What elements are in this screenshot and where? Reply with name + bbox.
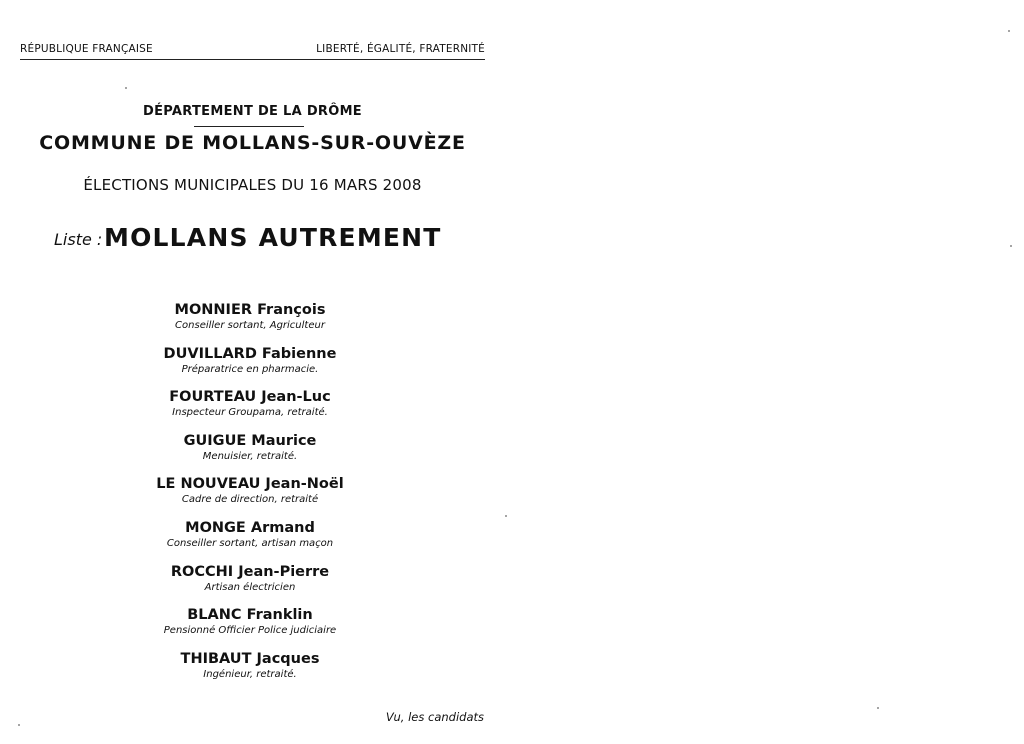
candidate-name: ROCCHI Jean-Pierre	[170, 563, 330, 580]
candidate-name: LE NOUVEAU Jean-Noël	[156, 476, 344, 493]
candidate-entry	[150, 519, 350, 563]
header-rule	[20, 59, 485, 60]
candidate-entry	[150, 345, 350, 389]
candidate-name: THIBAUT Jacques	[180, 650, 320, 667]
commune-title: COMMUNE DE MOLLANS-SUR-OUVÈZE	[39, 132, 466, 154]
candidate-description: Menuisier, retraité.	[202, 450, 298, 462]
republic-label: RÉPUBLIQUE FRANÇAISE	[20, 43, 153, 55]
signature-note: Vu, les candidats	[385, 710, 484, 724]
scan-speck	[18, 724, 20, 726]
ballot-sheet	[20, 38, 485, 728]
department-underline	[194, 126, 304, 127]
motto-label: LIBERTÉ, ÉGALITÉ, FRATERNITÉ	[316, 43, 485, 55]
candidate-description: Artisan électricien	[204, 581, 296, 593]
list-label: Liste :	[54, 230, 103, 249]
candidate-name: MONGE Armand	[185, 519, 315, 536]
header-line	[20, 43, 485, 59]
candidate-entry	[150, 475, 350, 519]
scan-speck	[505, 515, 507, 517]
scan-speck	[125, 87, 127, 89]
scan-speck	[1010, 245, 1012, 247]
candidate-entry	[150, 301, 350, 345]
candidate-description: Inspecteur Groupama, retraité.	[172, 407, 328, 419]
department-title: DÉPARTEMENT DE LA DRÔME	[143, 104, 362, 119]
candidate-name: BLANC Franklin	[187, 607, 313, 624]
candidate-name: MONNIER François	[174, 302, 326, 318]
candidate-description: Ingénieur, retraité.	[203, 668, 297, 680]
candidate-entry	[150, 650, 350, 694]
candidate-description: Conseiller sortant, artisan maçon	[166, 537, 334, 549]
candidate-name: DUVILLARD Fabienne	[163, 345, 337, 362]
candidate-entry	[150, 606, 350, 650]
candidate-name: GUIGUE Maurice	[183, 432, 317, 449]
list-heading	[54, 223, 484, 255]
candidate-list	[150, 301, 350, 693]
candidate-entry	[150, 432, 350, 476]
candidate-name: FOURTEAU Jean-Luc	[169, 389, 331, 406]
candidate-entry	[150, 388, 350, 432]
candidate-entry	[150, 563, 350, 607]
candidate-description: Conseiller sortant, Agriculteur	[175, 320, 325, 331]
scan-speck	[1008, 30, 1010, 32]
scan-speck	[877, 707, 879, 709]
list-name: MOLLANS AUTREMENT	[104, 223, 442, 252]
candidate-description: Cadre de direction, retraité	[181, 494, 319, 506]
candidate-description: Pensionné Officier Police judiciaire	[163, 625, 337, 637]
election-title: ÉLECTIONS MUNICIPALES DU 16 MARS 2008	[83, 176, 422, 194]
candidate-description: Préparatrice en pharmacie.	[181, 363, 319, 375]
